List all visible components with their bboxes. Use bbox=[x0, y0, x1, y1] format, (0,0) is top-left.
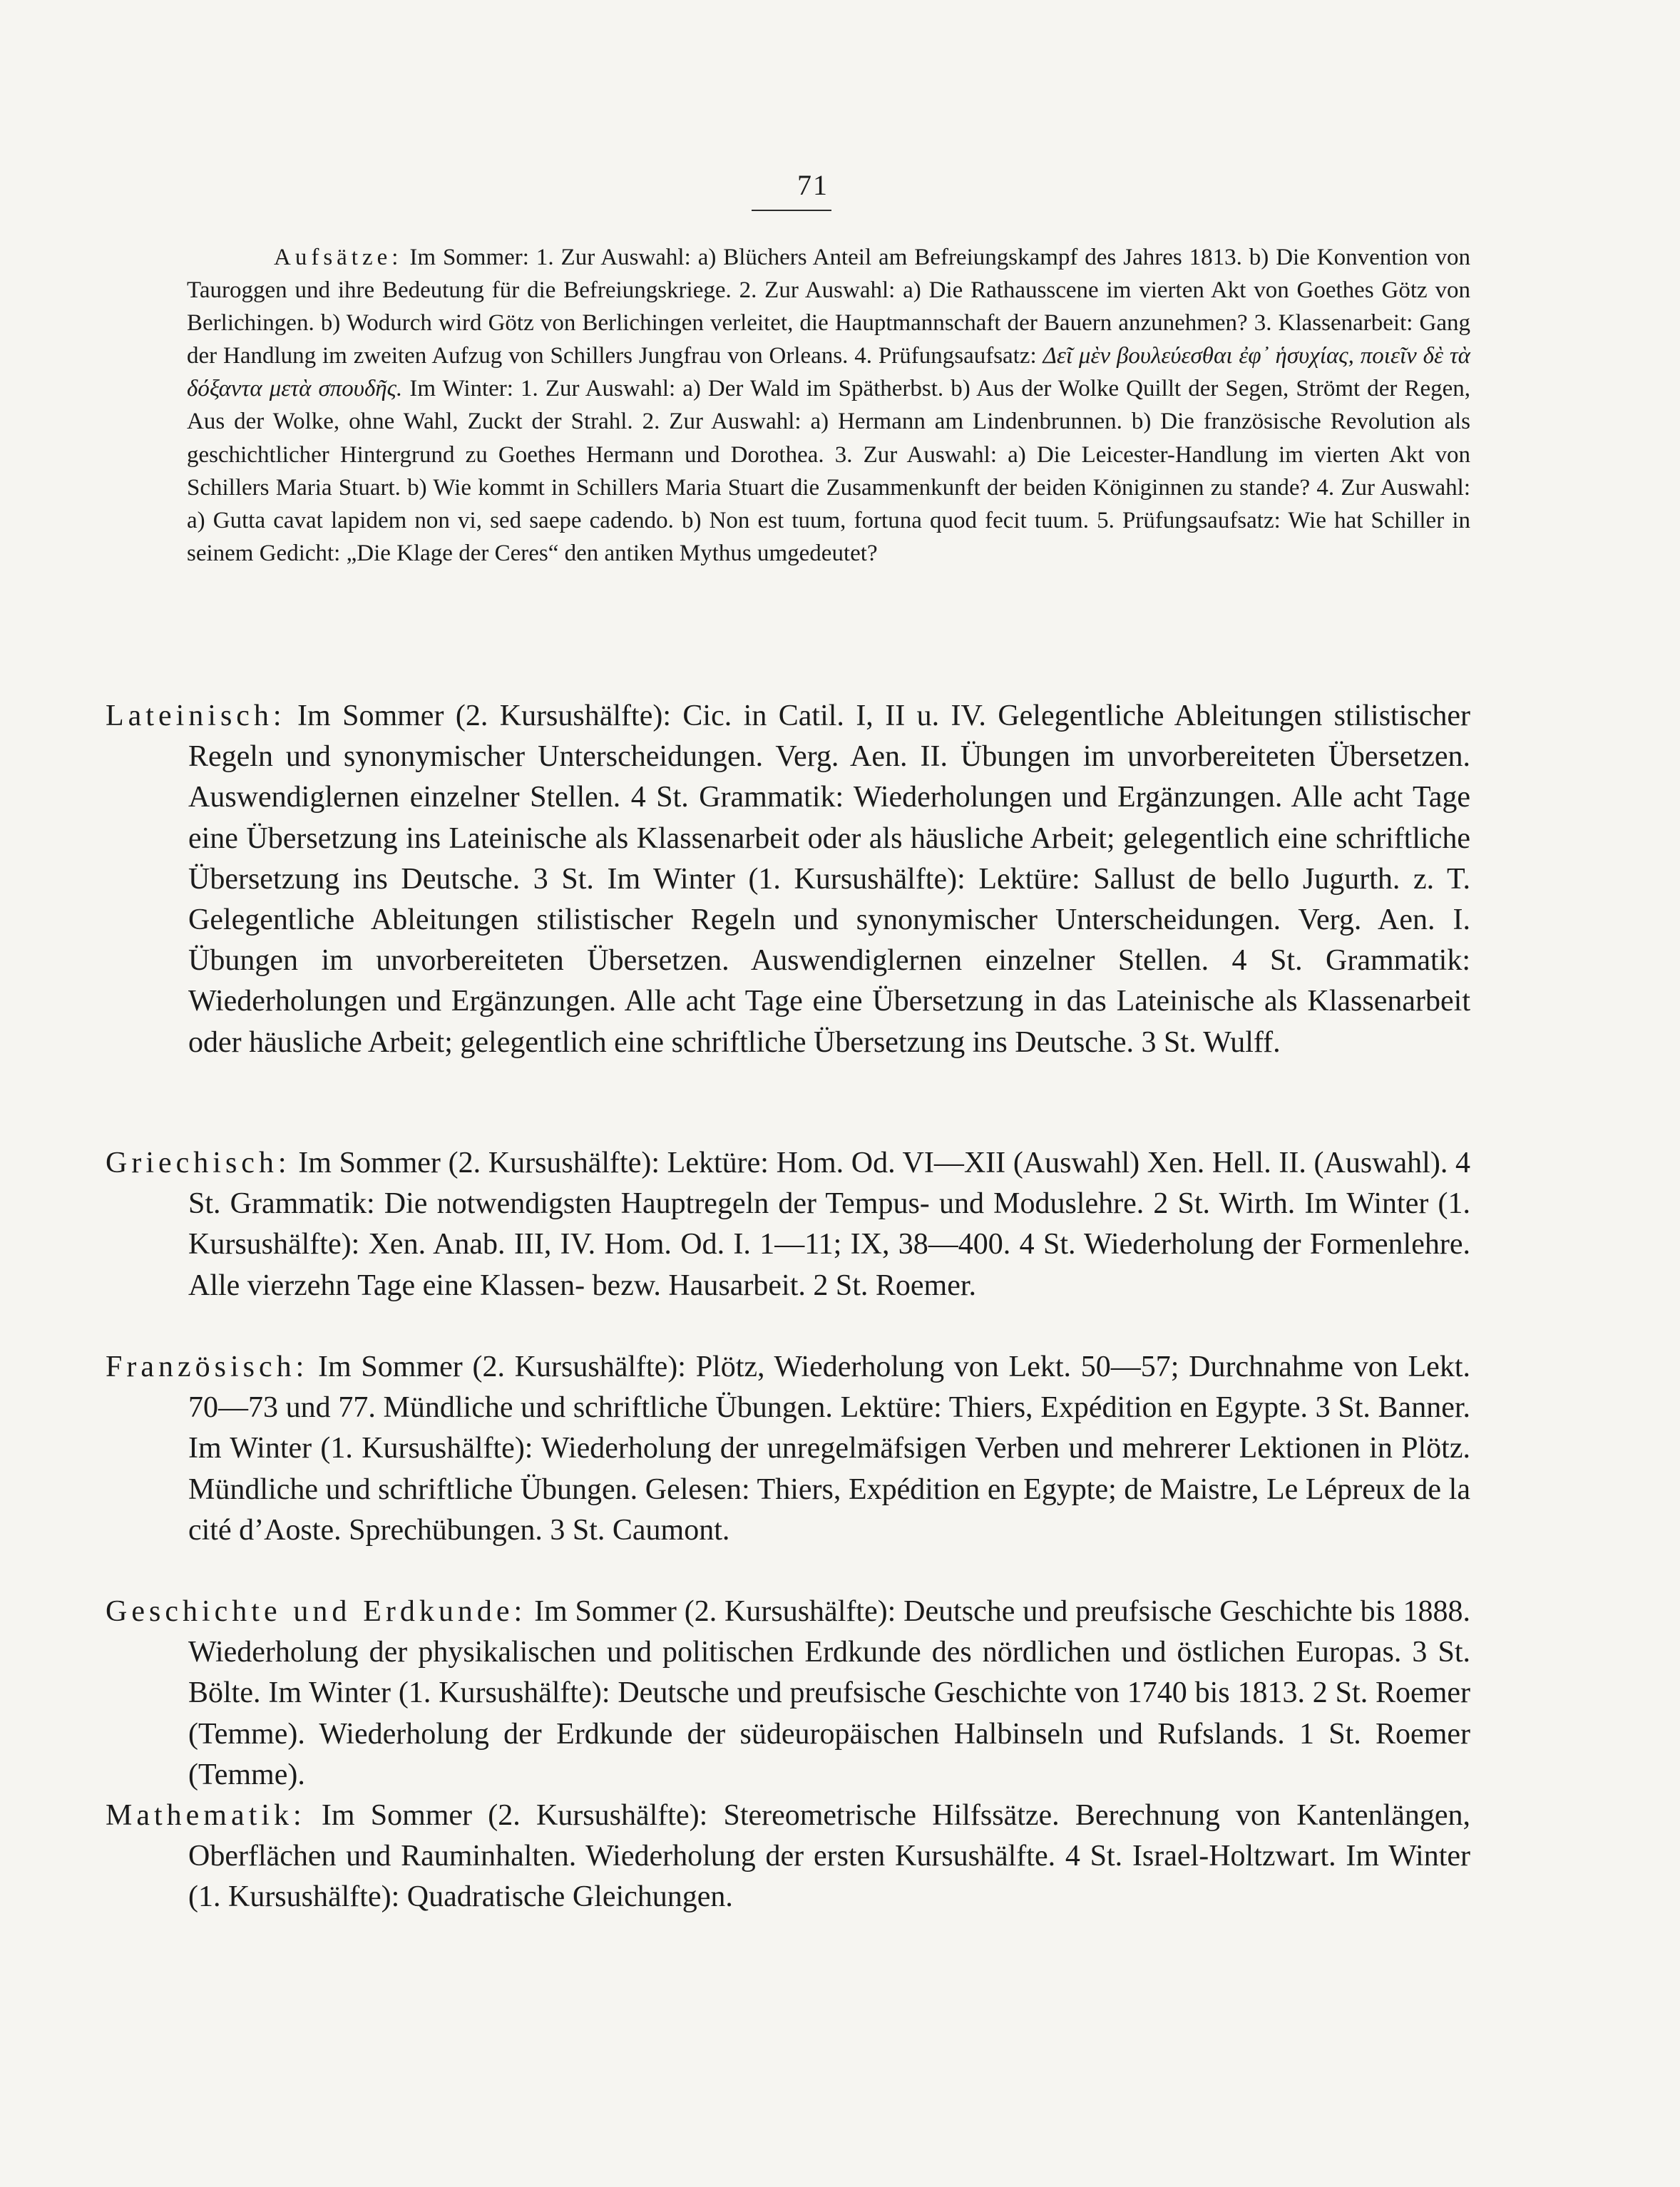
page-number-rule bbox=[752, 210, 831, 211]
section-geschichte-erdkunde-paragraph bbox=[106, 1592, 1470, 1796]
section-griechisch-subject: Griechisch: bbox=[106, 1147, 291, 1179]
section-lateinisch-text: Im Sommer (2. Kursushälfte): Cic. in Catil. I, II u. IV. Gelegentliche Ableitungen stilistischer Regeln und synonymischer Unterscheidungen. Verg. Aen. II. Übungen im unvorbereiteten Übersetzen. Auswendiglernen einzelner Stellen. 4 St. Grammatik: Wiederholungen und Ergänzungen. Alle acht Tage eine Übersetzung ins Lateinische als Klassenarbeit oder als häusliche Arbeit; gelegentlich eine schriftliche Übersetzung ins Deutsche. 3 St. Im Winter (1. Kursushälfte): Lektüre: Sallust de bello Jugurth. z. T. Gelegentliche Ableitungen stilistischer Regeln und synonymischer Unterscheidungen. Verg. Aen. I. Übungen im unvorbereiteten Übersetzen. Auswendiglernen einzelner Stellen. 4 St. Grammatik: Wiederholungen und Ergänzungen. Alle acht Tage eine Übersetzung in das Lateinische als Klassenarbeit oder häusliche Arbeit; gelegentlich eine schriftliche Übersetzung ins Deutsche. 3 St. Wulff. bbox=[188, 700, 1471, 1059]
section-griechisch-paragraph bbox=[106, 1143, 1470, 1306]
aufsaetze-paragraph bbox=[187, 241, 1470, 570]
section-mathematik bbox=[106, 1796, 1470, 1918]
section-mathematik-paragraph bbox=[106, 1796, 1470, 1918]
aufsaetze-label: Aufsätze: bbox=[274, 245, 403, 270]
section-geschichte-erdkunde bbox=[106, 1592, 1470, 1796]
section-geschichte-erdkunde-subject: Geschichte und Erdkunde: bbox=[106, 1595, 527, 1628]
section-griechisch bbox=[106, 1143, 1470, 1306]
section-franzoesisch-text: Im Sommer (2. Kursushälfte): Plötz, Wiederholung von Lekt. 50—57; Durchnahme von Lekt. 70—73 und 77. Mündliche und schriftliche Übungen. Lektüre: Thiers, Expédition en Egypte. 3 St. Banner. Im Winter (1. Kursushälfte): Wiederholung der unregelmäfsigen Verben und mehrerer Lektionen in Plötz. Mündliche und schriftliche Übungen. Gelesen: Thiers, Expédition en Egypte; de Maistre, Le Lépreux de la cité d’Aoste. Sprechübungen. 3 St. Caumont. bbox=[188, 1351, 1470, 1547]
section-mathematik-subject: Mathematik: bbox=[106, 1799, 306, 1832]
section-franzoesisch-subject: Französisch: bbox=[106, 1351, 309, 1383]
section-franzoesisch bbox=[106, 1347, 1470, 1551]
aufsaetze-text-1: Im Sommer: 1. Zur Auswahl: a) Blüchers Anteil am Befreiungskampf des Jahres 1813. b) Die Konvention von Tauroggen und ihre Bedeutung für die Befreiungskriege. 2. Zur Auswahl: a) Die Rathausscene im vierten Akt von Goethes Götz von Berlichingen. b) Wodurch wird Götz von Berlichingen verleitet, die Hauptmannschaft der Bauern anzunehmen? 3. Klassenarbeit: Gang der Handlung im zweiten Aufzug von Schillers Jungfrau von Orleans. 4. Prüfungsaufsatz: bbox=[187, 245, 1470, 369]
section-lateinisch-paragraph bbox=[106, 696, 1470, 1063]
section-griechisch-text: Im Sommer (2. Kursushälfte): Lektüre: Hom. Od. VI—XII (Auswahl) Xen. Hell. II. (Auswahl). 4 St. Grammatik: Die notwendigsten Hauptregeln der Tempus- und Moduslehre. 2 St. Wirth. Im Winter (1. Kursushälfte): Xen. Anab. III, IV. Hom. Od. I. 1—11; IX, 38—400. 4 St. Wiederholung der Formenlehre. Alle vierzehn Tage eine Klassen- bezw. Hausarbeit. 2 St. Roemer. bbox=[188, 1147, 1470, 1302]
section-lateinisch-subject: Lateinisch: bbox=[106, 700, 286, 732]
section-mathematik-text: Im Sommer (2. Kursushälfte): Stereometrische Hilfssätze. Berechnung von Kantenlängen, Oberflächen und Rauminhalten. Wiederholung der ersten Kursushälfte. 4 St. Israel-Holtzwart. Im Winter (1. Kursushälfte): Quadratische Gleichungen. bbox=[188, 1799, 1470, 1914]
greek-quote: Δεῖ μὲν βουλεύεσθαι ἐφ᾽ ἡσυχίας, ποιεῖν δὲ τὰ δόξαντα μετὰ σπουδῆς. bbox=[187, 343, 1470, 402]
section-franzoesisch-paragraph bbox=[106, 1347, 1470, 1551]
section-geschichte-erdkunde-text: Im Sommer (2. Kursushälfte): Deutsche und preufsische Geschichte bis 1888. Wiederholung der physikalischen und politischen Erdkunde des nördlichen und östlichen Europas. 3 St. Bölte. Im Winter (1. Kursushälfte): Deutsche und preufsische Geschichte von 1740 bis 1813. 2 St. Roemer (Temme). Wiederholung der Erdkunde der südeuropäischen Halbinseln und Rufslands. 1 St. Roemer (Temme). bbox=[188, 1595, 1470, 1791]
aufsaetze-text-2: Im Winter: 1. Zur Auswahl: a) Der Wald im Spätherbst. b) Aus der Wolke Quillt der Segen, Strömt der Regen, Aus der Wolke, ohne Wahl, Zuckt der Strahl. 2. Zur Auswahl: a) Hermann am Lindenbrunnen. b) Die französische Revolution als geschichtlicher Hintergrund zu Goethes Hermann und Dorothea. 3. Zur Auswahl: a) Die Leicester-Handlung im vierten Akt von Schillers Maria Stuart. b) Wie kommt in Schillers Maria Stuart die Zusammenkunft der beiden Königinnen zu stande? 4. Zur Auswahl: a) Gutta cavat lapidem non vi, sed saepe cadendo. b) Non est tuum, fortuna quod fecit tuum. 5. Prüfungsaufsatz: Wie hat Schiller in seinem Gedicht: „Die Klage der Ceres“ den antiken Mythus umgedeutet? bbox=[187, 376, 1471, 566]
section-lateinisch bbox=[106, 696, 1470, 1063]
page-number: 71 bbox=[797, 169, 829, 201]
